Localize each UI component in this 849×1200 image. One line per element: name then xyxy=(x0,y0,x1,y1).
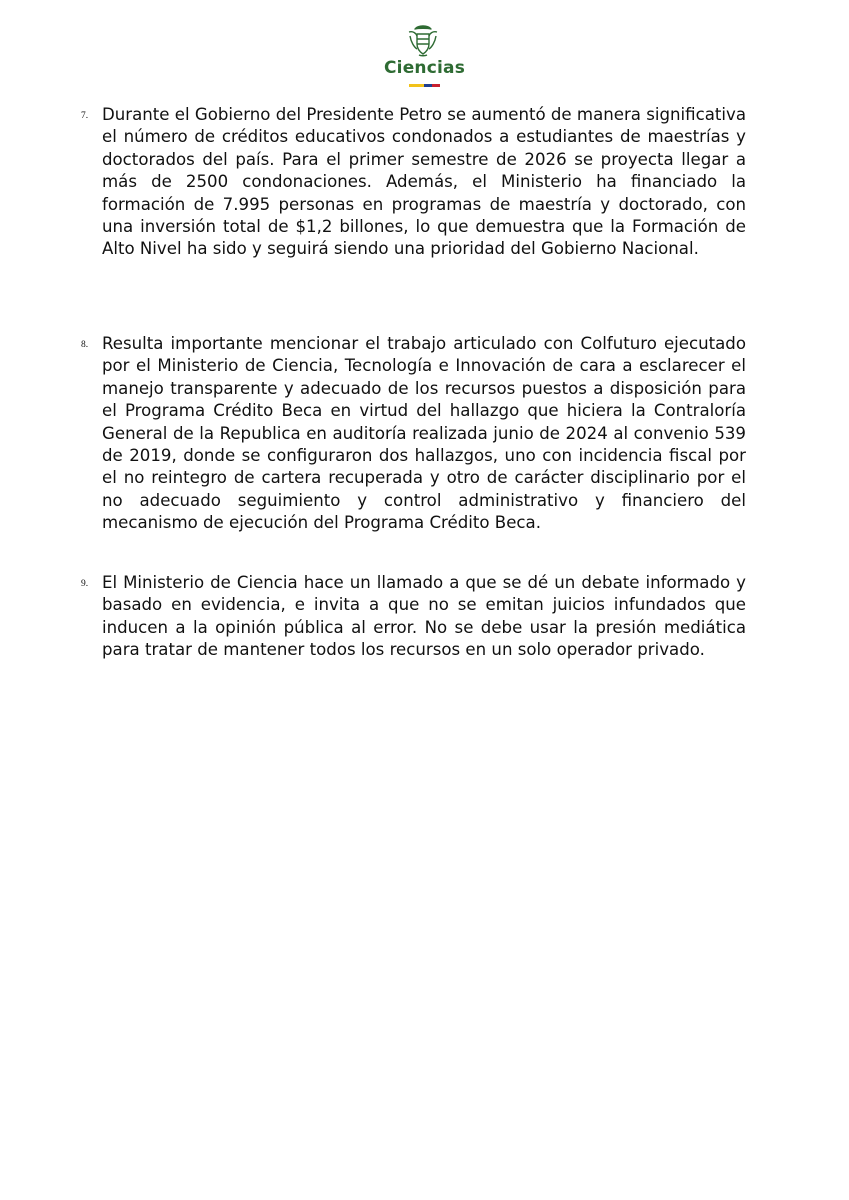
list-item-number: 9. xyxy=(81,579,89,589)
list-item-text: Durante el Gobierno del Presidente Petro se aumentó de manera significativa el número de créditos educativos condonados a estudiantes de maestrías y doctorados del país. Para el primer semestre de 2026 se proyecta llegar a más de 2500 condonaciones. Además, el Ministerio ha financiado la formación de 7.995 personas en programas de maestría y doctorado, con una inversión total de $1,2 billones, lo que demuestra que la Formación de Alto Nivel ha sido y seguirá siendo una prioridad del Gobierno Nacional. xyxy=(102,105,746,259)
list-item-9 xyxy=(81,572,746,662)
list-item-text: El Ministerio de Ciencia hace un llamado a que se dé un debate informado y basado en evidencia, e invita a que no se emitan juicios infundados que inducen a la opinión pública al error. No se debe usar la presión mediática para tratar de mantener todos los recursos en un solo operador privado. xyxy=(102,573,746,660)
list-item-7 xyxy=(81,104,746,261)
list-item-number: 8. xyxy=(81,340,89,350)
page-header xyxy=(0,18,849,93)
flag-yellow-band xyxy=(409,84,424,87)
colombia-coat-of-arms-icon xyxy=(405,22,441,58)
flag-red-band xyxy=(432,84,440,87)
list-item-number: 7. xyxy=(81,111,89,121)
flag-blue-band xyxy=(424,84,432,87)
list-item-text: Resulta importante mencionar el trabajo articulado con Colfuturo ejecutado por el Ministerio de Ciencia, Tecnología e Innovación de cara a esclarecer el manejo transparente y adecuado de los recursos puestos a disposición para el Programa Crédito Beca en virtud del hallazgo que hiciera la Contraloría General de la Republica en auditoría realizada junio de 2024 al convenio 539 de 2019, donde se configuraron dos hallazgos, uno con incidencia fiscal por el no reintegro de cartera recuperada y otro de carácter disciplinario por el no adecuado seguimiento y control administrativo y financiero del mecanismo de ejecución del Programa Crédito Beca. xyxy=(102,334,746,533)
flag-stripe xyxy=(409,84,440,87)
list-item-8 xyxy=(81,333,746,535)
brand-name: Ciencias xyxy=(383,58,466,78)
